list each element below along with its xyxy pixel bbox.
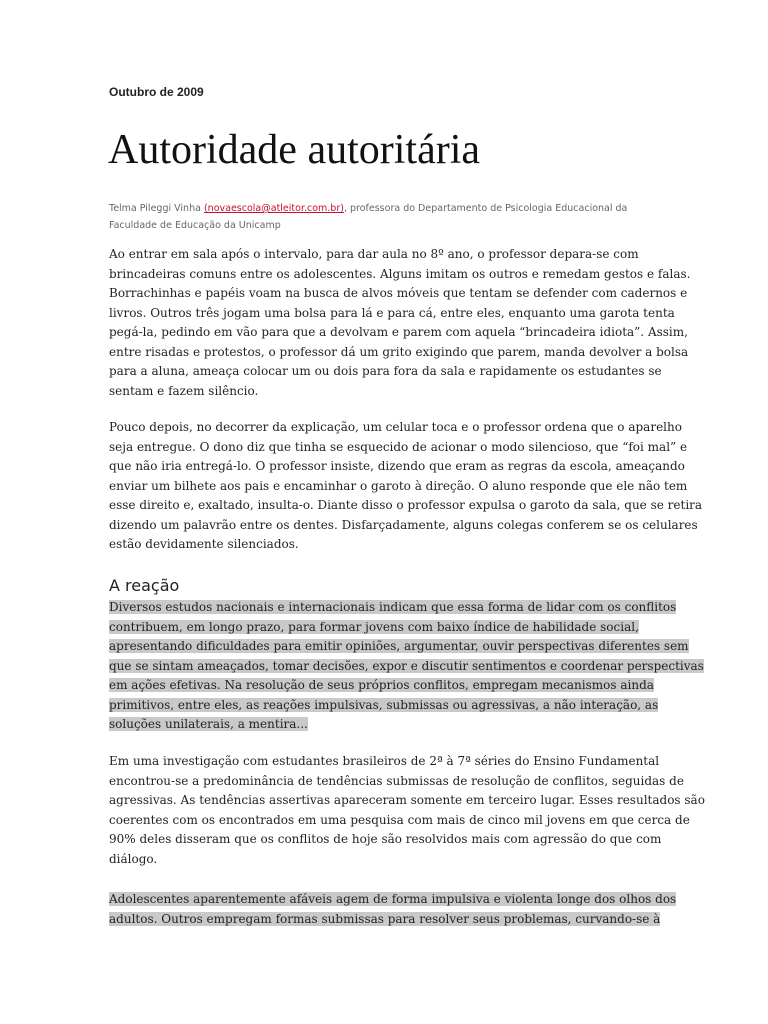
author-name: Telma Pileggi Vinha [109,203,201,214]
paragraph-line: diálogo. [109,851,158,866]
paragraph-line: 90% deles disseram que os conflitos de hoje são resolvidos mais com agressão do que com [109,832,662,846]
highlighted-line: contribuem, em longo prazo, para formar jovens com baixo índice de habilidade social, [109,619,639,634]
paragraph-line: entre risadas e protestos, o professor dá um grito exigindo que parem, manda devolver a bolsa [109,344,689,359]
paragraph-line: para a aluna, ameaça colocar um ou dois para fora da sala e rapidamente os estudantes se [109,364,662,378]
author-affiliation: , professora do Departamento de Psicologia Educacional da [343,203,628,214]
paragraph-1 [109,245,691,401]
paragraph-line: agressivas. As tendências assertivas apareceram somente em terceiro lugar. Esses resultados são [109,793,705,807]
highlighted-line: Adolescentes aparentemente afáveis agem de forma impulsiva e violenta longe dos olhos dos [109,892,677,906]
paragraph-line: pegá-la, pedindo em vão para que a devolvam e parem com aquela “brincadeira idiota”. Assim, [109,325,688,339]
highlighted-line: apresentando dificuldades para emitir opiniões, argumentar, ouvir perspectivas diferentes sem [109,639,689,653]
highlighted-line: soluções unilaterais, a mentira... [109,717,308,731]
highlighted-line: que se sintam ameaçados, tomar decisões, expor e discutir sentimentos e coordenar perspectivas [109,658,704,673]
paragraph-line: Pouco depois, no decorrer da explicação, um celular toca e o professor ordena que o aparelho [109,420,682,434]
section-heading: A reação [109,576,180,595]
highlighted-line: adultos. Outros empregam formas submissas para resolver seus problemas, curvando-se à [109,911,661,926]
article-title: Autoridade autoritária [108,127,481,173]
paragraph-line: Em uma investigação com estudantes brasileiros de 2ª à 7ª séries do Ensino Fundamental [109,754,660,768]
paragraph-line: dizendo um palavrão entre os dentes. Disfarçadamente, alguns colegas conferem se os celulares [109,517,698,532]
paragraph-line: brincadeiras comuns entre os adolescentes. Alguns imitam os outros e remedam gestos e falas. [109,266,691,281]
paragraph-line: coerentes com os encontrados em uma pesquisa com mais de cinco mil jovens em que cerca de [109,812,690,827]
author-email-link[interactable]: (novaescola@atleitor.com.br) [203,203,344,214]
paragraph-line: livros. Outros três jogam uma bolsa para lá e para cá, entre eles, enquanto uma garota tenta [109,305,675,320]
paragraph-5-highlighted [109,890,677,929]
paragraph-line: Borrachinhas e papéis voam na busca de alvos móveis que tentam se defender com cadernos e [109,286,688,300]
paragraph-2 [109,418,703,555]
paragraph-line: sentam e fazem silêncio. [109,383,259,398]
paragraph-line: estão devidamente silenciados. [109,537,299,551]
author-affiliation-line2: Faculdade de Educação da Unicamp [109,220,281,231]
paragraph-line: Ao entrar em sala após o intervalo, para dar aula no 8º ano, o professor depara-se com [109,247,639,261]
paragraph-line: enviar um bilhete aos pais e encaminhar o garoto à direção. O aluno responde que ele não tem [109,478,688,493]
article-date: Outubro de 2009 [109,85,204,99]
highlighted-line: em ações efetivas. Na resolução de seus próprios conflitos, empregam mecanismos ainda [109,678,654,692]
paragraph-line: seja entregue. O dono diz que tinha se esquecido de acionar o modo silencioso, que “foi mal” e [109,439,688,454]
byline [109,200,649,234]
paragraph-4 [109,752,705,869]
paragraph-3-highlighted [109,598,704,735]
paragraph-line: esse direito e, exaltado, insulta-o. Diante disso o professor expulsa o garoto da sala, que se retira [109,498,703,512]
paragraph-line: encontrou-se a predominância de tendências submissas de resolução de conflitos, seguidas de [109,773,684,788]
paragraph-line: que não iria entregá-lo. O professor insiste, dizendo que eram as regras da escola, ameaçando [109,459,685,473]
highlighted-line: primitivos, entre eles, as reações impulsivas, submissas ou agressivas, a não interação, as [109,697,659,712]
highlighted-line: Diversos estudos nacionais e internacionais indicam que essa forma de lidar com os conflitos [109,600,677,614]
